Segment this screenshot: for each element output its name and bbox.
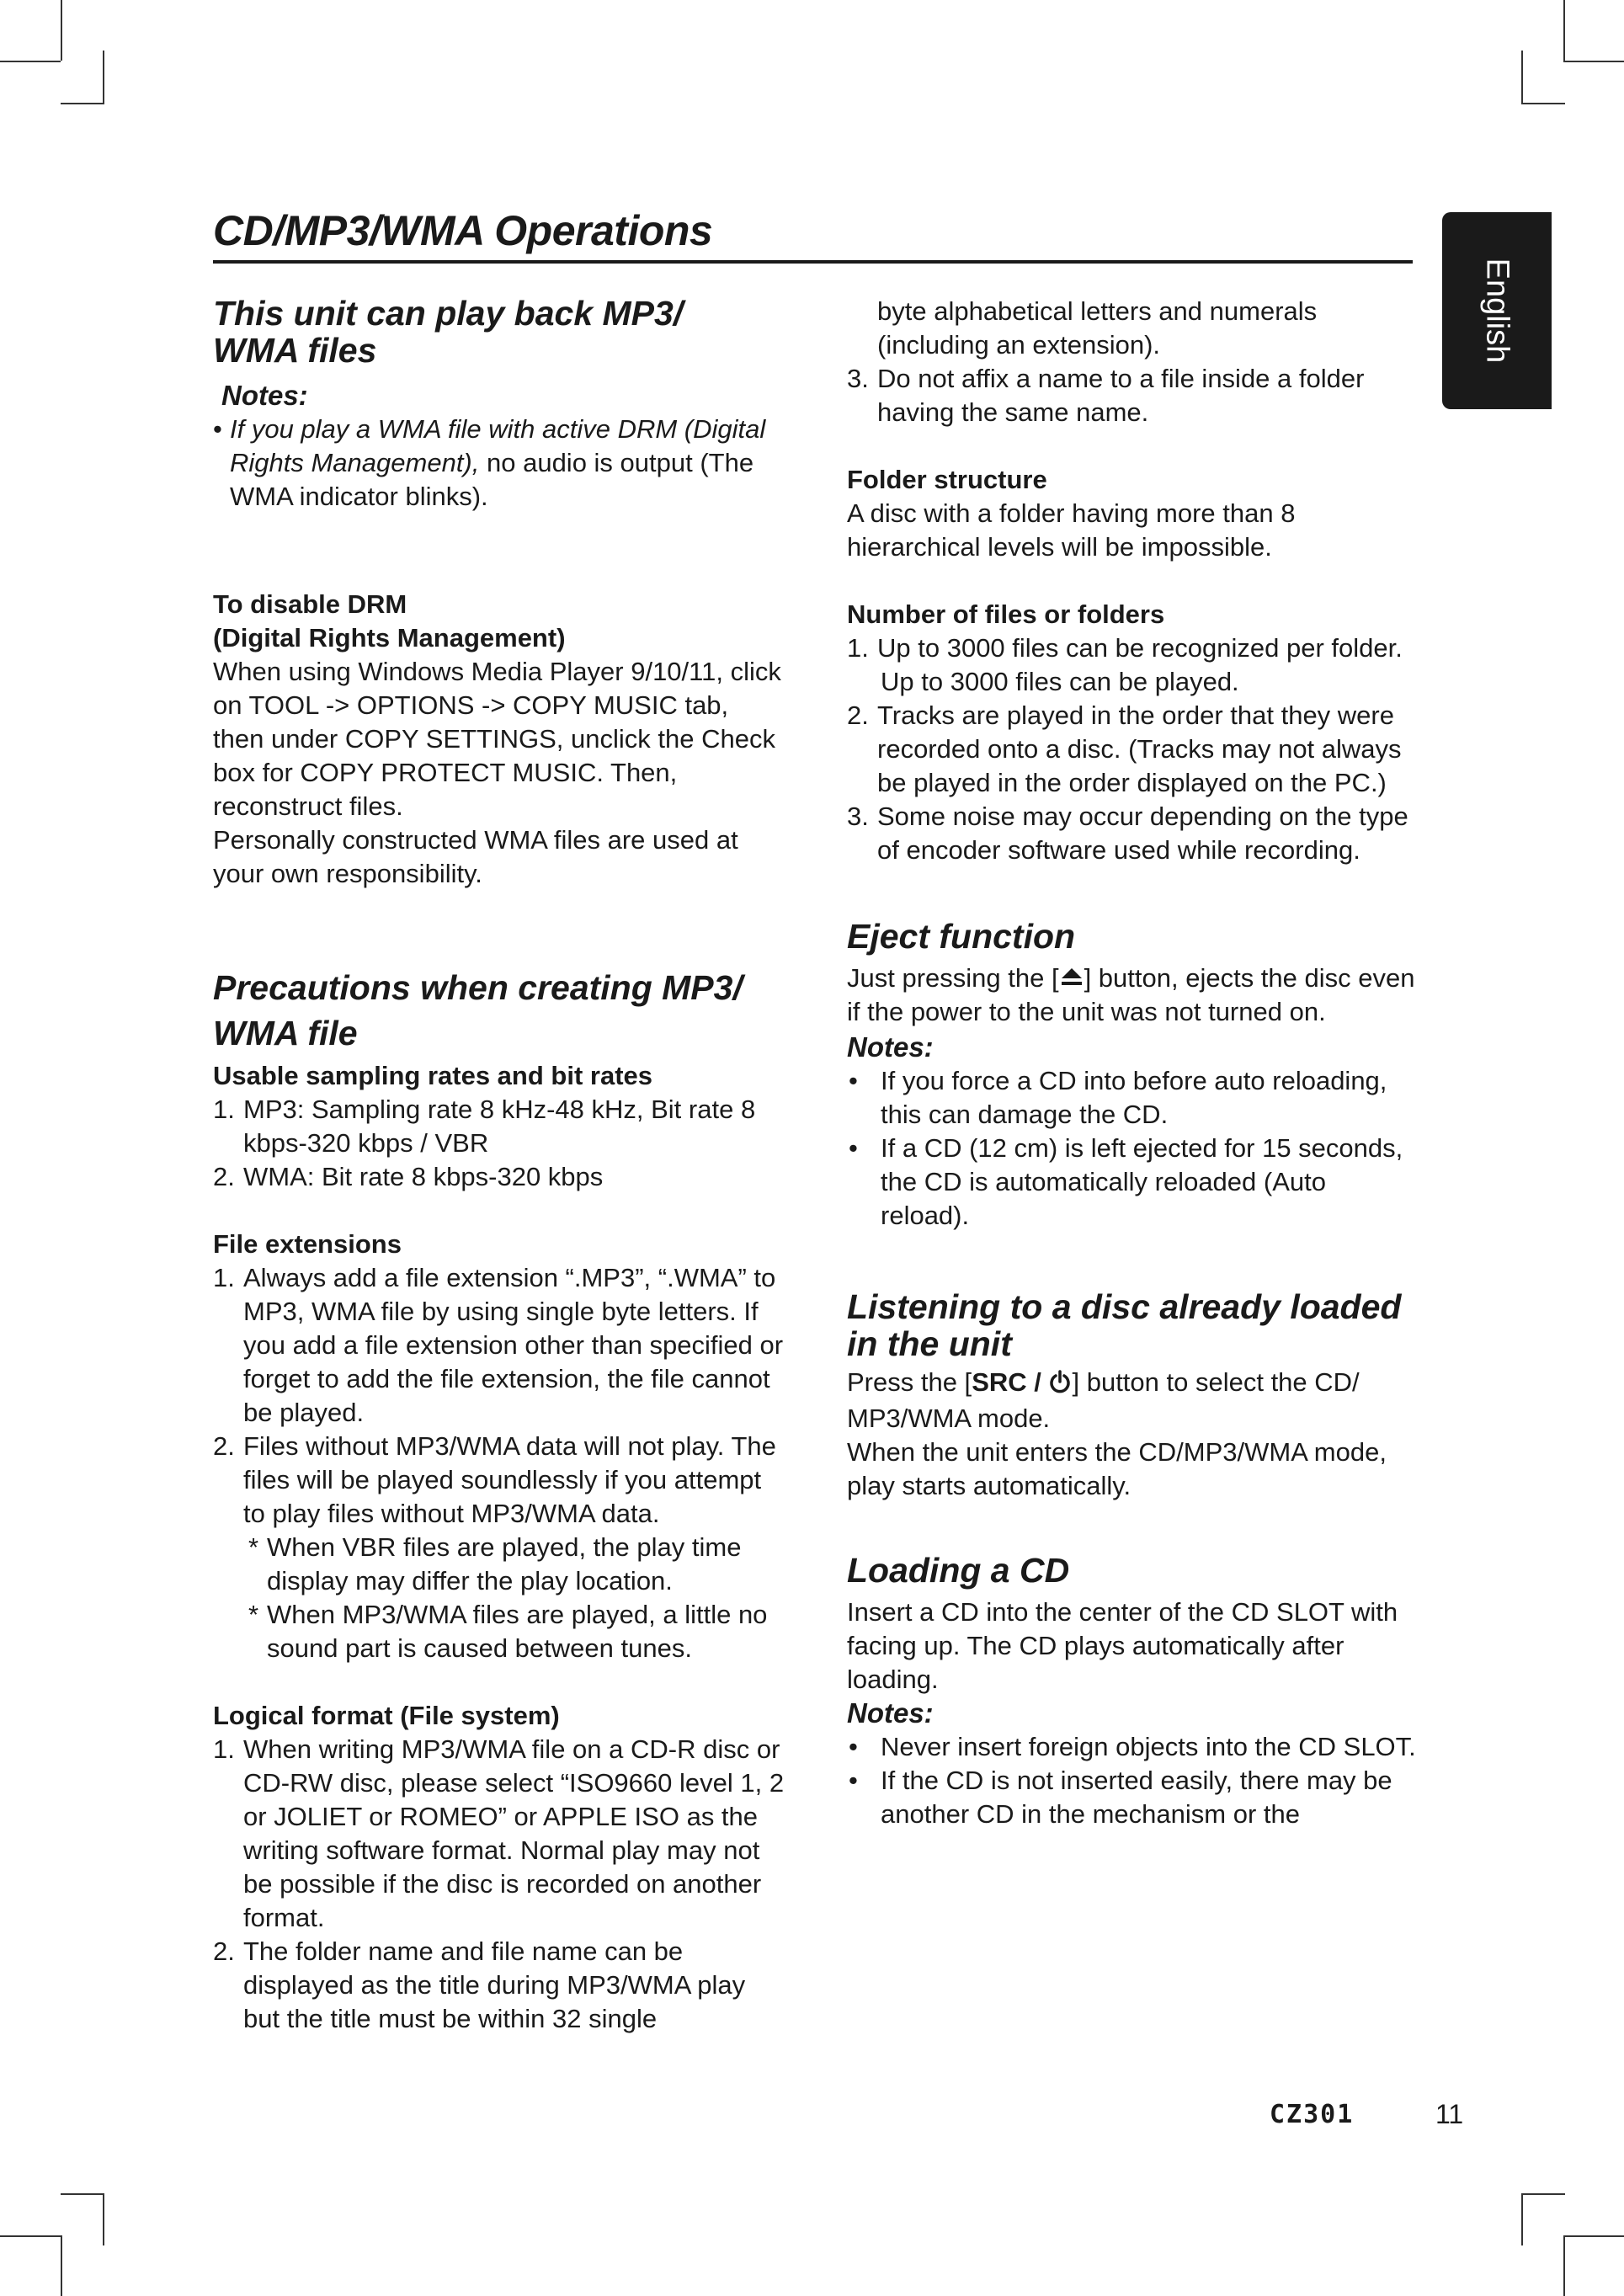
notes-label: Notes:	[221, 380, 308, 411]
crop-mark-bottom-left-v	[61, 2235, 62, 2296]
list-item: 1. MP3: Sampling rate 8 kHz-48 kHz, Bit rate 8 kbps-320 kbps / VBR	[213, 1095, 756, 1158]
crop-mark-top-right-h	[1563, 61, 1624, 62]
eject-text-post: ] button, ejects the disc even if the power to the unit was not turned on.	[847, 963, 1415, 1026]
language-tab-label: English	[1479, 258, 1515, 364]
section-loading	[847, 1552, 1419, 1831]
star-note: * When VBR files are played, the play time display may differ the play location.	[243, 1531, 785, 1598]
list-item-extra: Up to 3000 files can be played.	[881, 667, 1239, 696]
paragraph-drm-responsibility: Personally constructed WMA files are used at your own responsibility.	[213, 825, 738, 888]
crop-mark-bottom-left-h	[0, 2235, 61, 2237]
list-item: 1. Always add a file extension “.MP3”, “.WMA” to MP3, WMA file by using single byte letters. If you add a file extension other than specified or forget to add the file extension, the file cannot be played.	[213, 1263, 784, 1427]
crop-mark-top-right-v	[1563, 0, 1565, 61]
subheading-logical-format: Logical format (File system)	[213, 1701, 560, 1730]
paragraph-listening	[847, 1366, 1419, 1436]
subheading-disable-drm: To disable DRM	[213, 589, 407, 619]
section-heading-eject: Eject function	[847, 917, 1076, 956]
list-item: 1. When writing MP3/WMA file on a CD-R disc or CD-RW disc, please select “ISO9660 level 1, 2 or JOLIET or ROMEO” or APPLE ISO as the writing software format. Normal play may not be possible if the disc is recorded on another format.	[213, 1734, 785, 1932]
list-item-text: WMA: Bit rate 8 kbps-320 kbps	[243, 1162, 604, 1191]
power-icon	[1048, 1368, 1072, 1402]
list-item: 2. The folder name and file name can be displayed as the title during MP3/WMA play but the title must be within 32 single	[213, 1936, 746, 2033]
note-text: no audio is output (The WMA indicator blinks).	[230, 448, 754, 511]
section-heading-precautions: Precautions when creating MP3/ WMA file	[213, 968, 743, 1052]
list-item-text: Always add a file extension “.MP3”, “.WMA” to MP3, WMA file by using single byte letters. If you add a file extension other than specified or forget to add the file extension, the file cannot be played.	[243, 1263, 784, 1427]
crop-mark-top-left-v2	[103, 51, 104, 103]
crop-mark-bottom-left-h2	[61, 2193, 104, 2195]
src-button-label: SRC /	[972, 1367, 1049, 1397]
section-eject	[847, 918, 1419, 1233]
paragraph-eject	[847, 962, 1419, 1029]
paragraph-loading: Insert a CD into the center of the CD SLOT with facing up. The CD plays automatically after loading.	[847, 1597, 1398, 1694]
section-listening	[847, 1288, 1419, 1503]
list-item: 3. Some noise may occur depending on the type of encoder software used while recording.	[847, 802, 1408, 865]
list-extensions	[213, 1261, 785, 1665]
right-column	[847, 295, 1419, 1831]
list-item-text: Files without MP3/WMA data will not play. The files will be played soundlessly if you attempt to play files without MP3/WMA data.	[243, 1431, 776, 1528]
crop-mark-bottom-right-h	[1563, 2235, 1624, 2237]
page-number: 11	[1435, 2099, 1464, 2129]
paragraph-folder-structure: A disc with a folder having more than 8 hierarchical levels will be impossible.	[847, 498, 1296, 562]
star-note: * When MP3/WMA files are played, a little no sound part is caused between tunes.	[243, 1598, 785, 1665]
crop-mark-bottom-left-v2	[103, 2193, 104, 2245]
note-italic-text: If you play a WMA file with active DRM (Digital Rights Management),	[230, 414, 766, 477]
list-item: 1. Up to 3000 files can be recognized per folder. Up to 3000 files can be played.	[847, 631, 1419, 699]
subheading-folder-structure: Folder structure	[847, 465, 1047, 494]
crop-mark-top-left-h	[0, 61, 61, 62]
left-column	[213, 295, 785, 2036]
crop-mark-bottom-right-h2	[1521, 2193, 1565, 2195]
eject-text-pre: Just pressing the [	[847, 963, 1059, 993]
list-item: 2. Files without MP3/WMA data will not play. The files will be played soundlessly if you attempt to play files without MP3/WMA data. * When VBR files are played, the play time display may differ the play location. * When MP3/WMA files are played, a little no sound part is caused between tunes.	[213, 1430, 785, 1665]
list-item: 2. WMA: Bit rate 8 kbps-320 kbps	[213, 1162, 604, 1191]
note-item: • If the CD is not inserted easily, there may be another CD in the mechanism or the	[847, 1764, 1419, 1831]
subheading-drm-full: (Digital Rights Management)	[213, 623, 566, 653]
language-tab	[1442, 212, 1552, 409]
list-item: 2. Tracks are played in the order that they were recorded onto a disc. (Tracks may not always be played in the order displayed on the PC.)	[847, 701, 1402, 797]
title-rule	[213, 260, 1413, 264]
list-logical-format	[213, 1733, 785, 2036]
paragraph-drm-steps: When using Windows Media Player 9/10/11, click on TOOL -> OPTIONS -> COPY MUSIC tab, then under COPY SETTINGS, unclick the Check box for COPY PROTECT MUSIC. Then, reconstruct files.	[213, 657, 781, 821]
paragraph-listening-2: When the unit enters the CD/MP3/WMA mode, play starts automatically.	[847, 1437, 1387, 1500]
list-item-text: Some noise may occur depending on the type of encoder software used while recording.	[877, 802, 1408, 865]
notes-list-eject	[847, 1064, 1419, 1233]
crop-mark-top-right-h2	[1521, 103, 1565, 104]
subheading-rates: Usable sampling rates and bit rates	[213, 1061, 653, 1090]
subheading-extensions: File extensions	[213, 1229, 402, 1259]
note-item: • If you force a CD into before auto reloading, this can damage the CD.	[847, 1064, 1419, 1132]
crop-mark-top-left-v	[61, 0, 62, 61]
crop-mark-bottom-right-v2	[1521, 2193, 1523, 2245]
note-item: • If a CD (12 cm) is left ejected for 15 seconds, the CD is automatically reloaded (Auto reload).	[847, 1132, 1419, 1233]
listen-text-post: ] button to select the CD/ MP3/WMA mode.	[847, 1367, 1360, 1433]
list-item-text: Do not affix a name to a file inside a folder having the same name.	[877, 364, 1365, 427]
subheading-number-of-files: Number of files or folders	[847, 599, 1165, 629]
list-rates	[213, 1093, 785, 1194]
notes-label: Notes:	[847, 1697, 934, 1729]
listen-text-pre: Press the [	[847, 1367, 972, 1397]
note-item	[213, 413, 785, 514]
page-title: CD/MP3/WMA Operations	[213, 207, 713, 254]
crop-mark-bottom-right-v	[1563, 2235, 1565, 2296]
list-item-text: byte alphabetical letters and numerals (including an extension).	[877, 296, 1318, 360]
list-item: 3. Do not affix a name to a file inside a folder having the same name.	[847, 364, 1365, 427]
note-item: • Never insert foreign objects into the CD SLOT.	[847, 1730, 1419, 1764]
list-item-text: Tracks are played in the order that they were recorded onto a disc. (Tracks may not always be played in the order displayed on the PC.)	[877, 701, 1402, 797]
notes-list-loading	[847, 1730, 1419, 1831]
eject-icon	[1059, 962, 1084, 995]
crop-mark-top-left-h2	[61, 103, 104, 104]
section-heading-loading: Loading a CD	[847, 1551, 1070, 1590]
section-heading-playback: This unit can play back MP3/ WMA files	[213, 294, 684, 370]
crop-mark-top-right-v2	[1521, 51, 1523, 103]
notes-label: Notes:	[847, 1031, 934, 1063]
notes-list-drm	[213, 413, 785, 514]
list-item-text: MP3: Sampling rate 8 kHz-48 kHz, Bit rate 8 kbps-320 kbps / VBR	[243, 1095, 756, 1158]
model-name: CZ301	[1270, 2100, 1355, 2129]
section-precautions	[213, 965, 785, 2036]
list-continued	[847, 295, 1419, 429]
section-playback	[213, 295, 785, 514]
list-item-text: When writing MP3/WMA file on a CD-R disc or CD-RW disc, please select “ISO9660 level 1, 2 or JOLIET or ROMEO” or APPLE ISO as the writing software format. Normal play may not be possible if the disc is recorded on another format.	[243, 1734, 785, 1932]
section-disable-drm	[213, 588, 785, 891]
list-item-continued	[847, 295, 1419, 362]
list-item-text: Up to 3000 files can be recognized per folder.	[877, 633, 1403, 663]
list-item-text: The folder name and file name can be displayed as the title during MP3/WMA play but the title must be within 32 single	[243, 1936, 746, 2033]
list-number-of-files	[847, 631, 1419, 867]
section-heading-listening: Listening to a disc already loaded in the unit	[847, 1287, 1402, 1363]
